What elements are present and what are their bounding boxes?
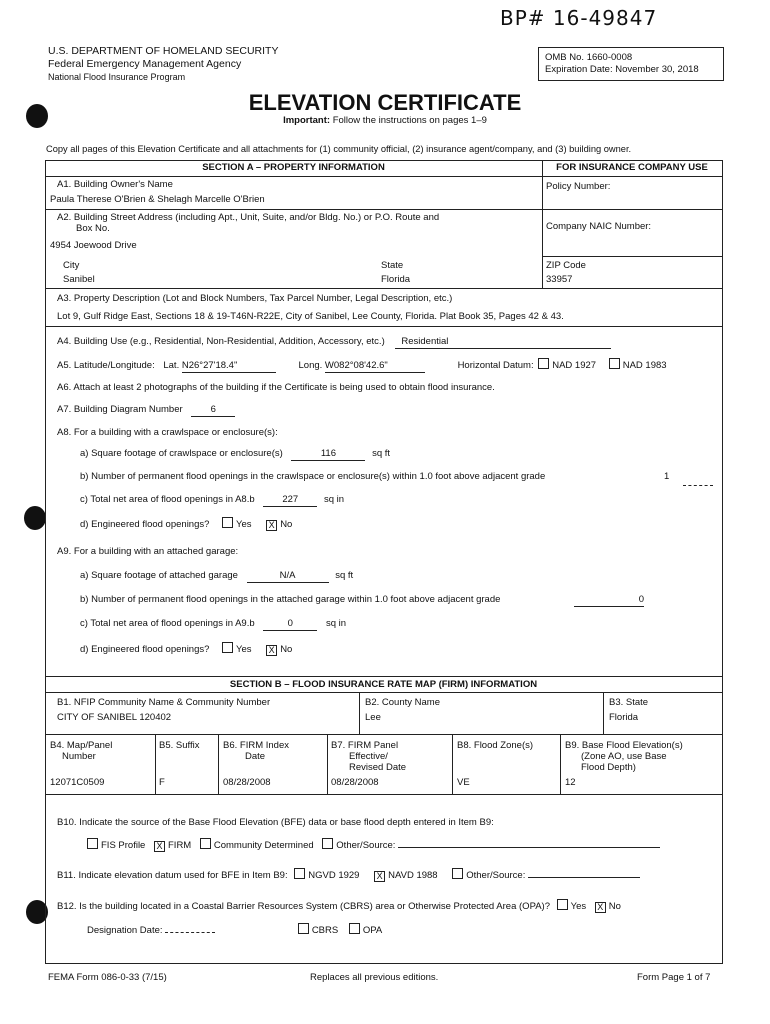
a8a-value: 116	[291, 448, 365, 461]
ngvd-label: NGVD 1929	[308, 870, 360, 881]
b9-label-1: B9. Base Flood Elevation(s)	[565, 740, 683, 751]
b7-label	[331, 740, 406, 773]
a2-value: 4954 Joewood Drive	[50, 240, 137, 251]
a2-label: A2. Building Street Address (including Apt., Unit, Suite, and/or Bldg. No.) or P.O. Route and	[57, 212, 440, 223]
nad1983-checkbox[interactable]	[609, 358, 620, 369]
a9b-label: b) Number of permanent flood openings in the attached garage within 1.0 foot above adjacent grade	[80, 594, 501, 605]
a4-value: Residential	[395, 336, 611, 349]
navd-checkbox[interactable]: X	[374, 871, 385, 882]
footer-page: Form Page 1 of 7	[637, 972, 711, 983]
a7-label: A7. Building Diagram Number	[57, 404, 183, 415]
a7-row	[57, 404, 235, 417]
b5-label: B5. Suffix	[159, 740, 200, 751]
a8c-unit: sq in	[323, 494, 345, 505]
b5-value: F	[159, 777, 165, 788]
designation-row	[87, 922, 382, 937]
a8c-value: 227	[263, 494, 317, 507]
b1-label: B1. NFIP Community Name & Community Number	[57, 697, 271, 708]
a5-row	[57, 358, 667, 373]
firm-checkbox[interactable]: X	[154, 841, 165, 852]
firm-label: FIRM	[168, 840, 192, 851]
agency-name: Federal Emergency Management Agency	[48, 58, 242, 70]
b6-label-2: Date	[245, 751, 266, 762]
cbrs-checkbox[interactable]	[298, 923, 309, 934]
b12-no-checkbox[interactable]: X	[595, 902, 606, 913]
a9a-value: N/A	[247, 570, 329, 583]
datum-label: Horizontal Datum:	[457, 360, 534, 371]
a1-label: A1. Building Owner's Name	[57, 179, 173, 190]
a4-label: A4. Building Use (e.g., Residential, Non-Residential, Addition, Accessory, etc.)	[57, 336, 385, 347]
b12-yes-checkbox[interactable]	[557, 899, 568, 910]
b10-other-label: Other/Source:	[336, 840, 396, 851]
b8-label: B8. Flood Zone(s)	[457, 740, 534, 751]
b7-value: 08/28/2008	[331, 777, 379, 788]
b10-options	[85, 837, 660, 852]
b11-row	[57, 867, 640, 882]
b9-value: 12	[565, 777, 576, 788]
b11-other-checkbox[interactable]	[452, 868, 463, 879]
lat-label: Lat.	[163, 360, 180, 371]
a8a-unit: sq ft	[372, 448, 391, 459]
naic-label: Company NAIC Number:	[546, 221, 652, 232]
a8c-row	[80, 494, 344, 507]
a8d-no-checkbox[interactable]: X	[266, 520, 277, 531]
zip-value: 33957	[546, 274, 573, 285]
a9c-label: c) Total net area of flood openings in A9.b	[80, 618, 255, 629]
b7-label-1: B7. FIRM Panel	[331, 740, 399, 751]
a8d-yes-checkbox[interactable]	[222, 517, 233, 528]
expiration-date: Expiration Date: November 30, 2018	[545, 64, 699, 75]
a9a-unit: sq ft	[335, 570, 354, 581]
long-value: W082°08'42.6"	[325, 360, 425, 373]
a9c-value: 0	[263, 618, 317, 631]
opa-label: OPA	[362, 925, 383, 936]
a9d-no-checkbox[interactable]: X	[266, 645, 277, 656]
a9d-no-label: No	[280, 644, 293, 655]
nad1927-checkbox[interactable]	[538, 358, 549, 369]
a8d-label: d) Engineered flood openings?	[80, 519, 210, 530]
b4-value: 12071C0509	[50, 777, 105, 788]
footer-replaces: Replaces all previous editions.	[310, 972, 439, 983]
city-label: City	[63, 260, 80, 271]
b1-value: CITY OF SANIBEL 120402	[57, 712, 172, 723]
handwritten-note: BP# 16-49847	[500, 6, 658, 30]
a8b-label: b) Number of permanent flood openings in the crawlspace or enclosure(s) within 1.0 foot above adjacent grade	[80, 471, 546, 482]
designation-field[interactable]	[165, 922, 215, 933]
a8a-row	[80, 448, 390, 461]
b11-other-field[interactable]	[528, 867, 640, 878]
b2-label: B2. County Name	[365, 697, 440, 708]
b12-no-label: No	[608, 901, 621, 912]
long-label: Long.	[298, 360, 323, 371]
page-title: ELEVATION CERTIFICATE	[248, 90, 522, 115]
b9-label	[565, 740, 683, 773]
a9-label: A9. For a building with an attached garage:	[57, 546, 239, 557]
program-name: National Flood Insurance Program	[48, 72, 186, 82]
state-value: Florida	[381, 274, 411, 285]
a9d-yes-checkbox[interactable]	[222, 642, 233, 653]
a2-label-2: Box No.	[76, 223, 110, 234]
opa-checkbox[interactable]	[349, 923, 360, 934]
a8-label: A8. For a building with a crawlspace or enclosure(s):	[57, 427, 278, 438]
a9d-label: d) Engineered flood openings?	[80, 644, 210, 655]
a3-value: Lot 9, Gulf Ridge East, Sections 18 & 19-T46N-R22E, City of Sanibel, Lee County, Florida. Plat Book 35, Pages 42 & 43.	[57, 311, 564, 322]
b12-yes-label: Yes	[570, 901, 587, 912]
important-text: Follow the instructions on pages 1–9	[332, 115, 487, 126]
b11-label: B11. Indicate elevation datum used for BFE in Item B9:	[57, 870, 288, 881]
footer-form-number: FEMA Form 086-0-33 (7/15)	[48, 972, 167, 983]
omb-box	[538, 47, 724, 81]
b9-label-2: (Zone AO, use Base	[581, 751, 667, 762]
a9c-row	[80, 618, 346, 631]
a9d-yes-label: Yes	[236, 644, 252, 655]
b9-label-3: Flood Depth)	[581, 762, 636, 773]
a6-text: A6. Attach at least 2 photographs of the building if the Certificate is being used to obtain flood insurance.	[57, 382, 495, 393]
omb-number: OMB No. 1660-0008	[545, 52, 633, 63]
important-line	[0, 115, 770, 127]
a3-label: A3. Property Description (Lot and Block Numbers, Tax Parcel Number, Legal Description, etc.)	[57, 293, 453, 304]
b4-label-2: Number	[62, 751, 96, 762]
important-label: Important:	[283, 115, 331, 126]
a8d-yes-label: Yes	[236, 519, 252, 530]
b10-other-field[interactable]	[398, 837, 660, 848]
lat-value: N26°27'18.4"	[182, 360, 276, 373]
zip-label: ZIP Code	[546, 260, 586, 271]
b10-other-checkbox[interactable]	[322, 838, 333, 849]
a9d-row	[80, 642, 292, 656]
b4-label	[50, 740, 112, 762]
a9a-label: a) Square footage of attached garage	[80, 570, 238, 581]
a1-value: Paula Therese O'Brien & Shelagh Marcelle O'Brien	[50, 194, 265, 205]
b4-label-1: B4. Map/Panel	[50, 740, 113, 751]
b12-label: B12. Is the building located in a Coastal Barrier Resources System (CBRS) area or Otherwise Protected Area (OPA)?	[57, 901, 550, 912]
section-b-header: SECTION B – FLOOD INSURANCE RATE MAP (FIRM) INFORMATION	[229, 679, 538, 690]
a9c-unit: sq in	[325, 618, 347, 629]
a8b-value: 1	[664, 471, 670, 482]
b3-label: B3. State	[609, 697, 649, 708]
a8d-row	[80, 517, 292, 531]
cbrs-label: CBRS	[311, 925, 339, 936]
copy-instruction: Copy all pages of this Elevation Certificate and all attachments for (1) community official, (2) insurance agent/company, and (3) building owner.	[46, 144, 632, 154]
navd-label: NAVD 1988	[388, 870, 438, 881]
a8c-label: c) Total net area of flood openings in A8.b	[80, 494, 255, 505]
ngvd-checkbox[interactable]	[294, 868, 305, 879]
community-checkbox[interactable]	[200, 838, 211, 849]
a8d-no-label: No	[280, 519, 293, 530]
b3-value: Florida	[609, 712, 639, 723]
dept-name: U.S. DEPARTMENT OF HOMELAND SECURITY	[48, 45, 279, 57]
a8a-label: a) Square footage of crawlspace or enclosure(s)	[80, 448, 283, 459]
b10-label: B10. Indicate the source of the Base Flood Elevation (BFE) data or base flood depth entered in Item B9:	[57, 817, 494, 828]
designation-label: Designation Date:	[87, 925, 163, 936]
insurance-header: FOR INSURANCE COMPANY USE	[556, 162, 708, 173]
b7-label-3: Revised Date	[349, 762, 407, 773]
a9a-row	[80, 570, 353, 583]
a4-row	[57, 336, 611, 349]
b7-label-2: Effective/	[349, 751, 388, 762]
nad1927-label: NAD 1927	[552, 360, 597, 371]
section-a-header: SECTION A – PROPERTY INFORMATION	[202, 162, 385, 173]
b2-value: Lee	[365, 712, 381, 723]
b6-label	[223, 740, 289, 762]
a9b-value: 0	[574, 594, 644, 607]
fis-label: FIS Profile	[101, 840, 146, 851]
b11-other-label: Other/Source:	[466, 870, 526, 881]
state-label: State	[381, 260, 404, 271]
punch-hole-2	[24, 506, 46, 530]
city-value: Sanibel	[63, 274, 95, 285]
community-label: Community Determined	[213, 840, 314, 851]
b6-label-1: B6. FIRM Index	[223, 740, 289, 751]
policy-label: Policy Number:	[546, 181, 611, 192]
fis-checkbox[interactable]	[87, 838, 98, 849]
nad1983-label: NAD 1983	[622, 360, 667, 371]
b6-value: 08/28/2008	[223, 777, 271, 788]
a7-value: 6	[191, 404, 235, 417]
b8-value: VE	[457, 777, 470, 788]
b12-row	[57, 899, 621, 913]
a5-label: A5. Latitude/Longitude:	[57, 360, 155, 371]
